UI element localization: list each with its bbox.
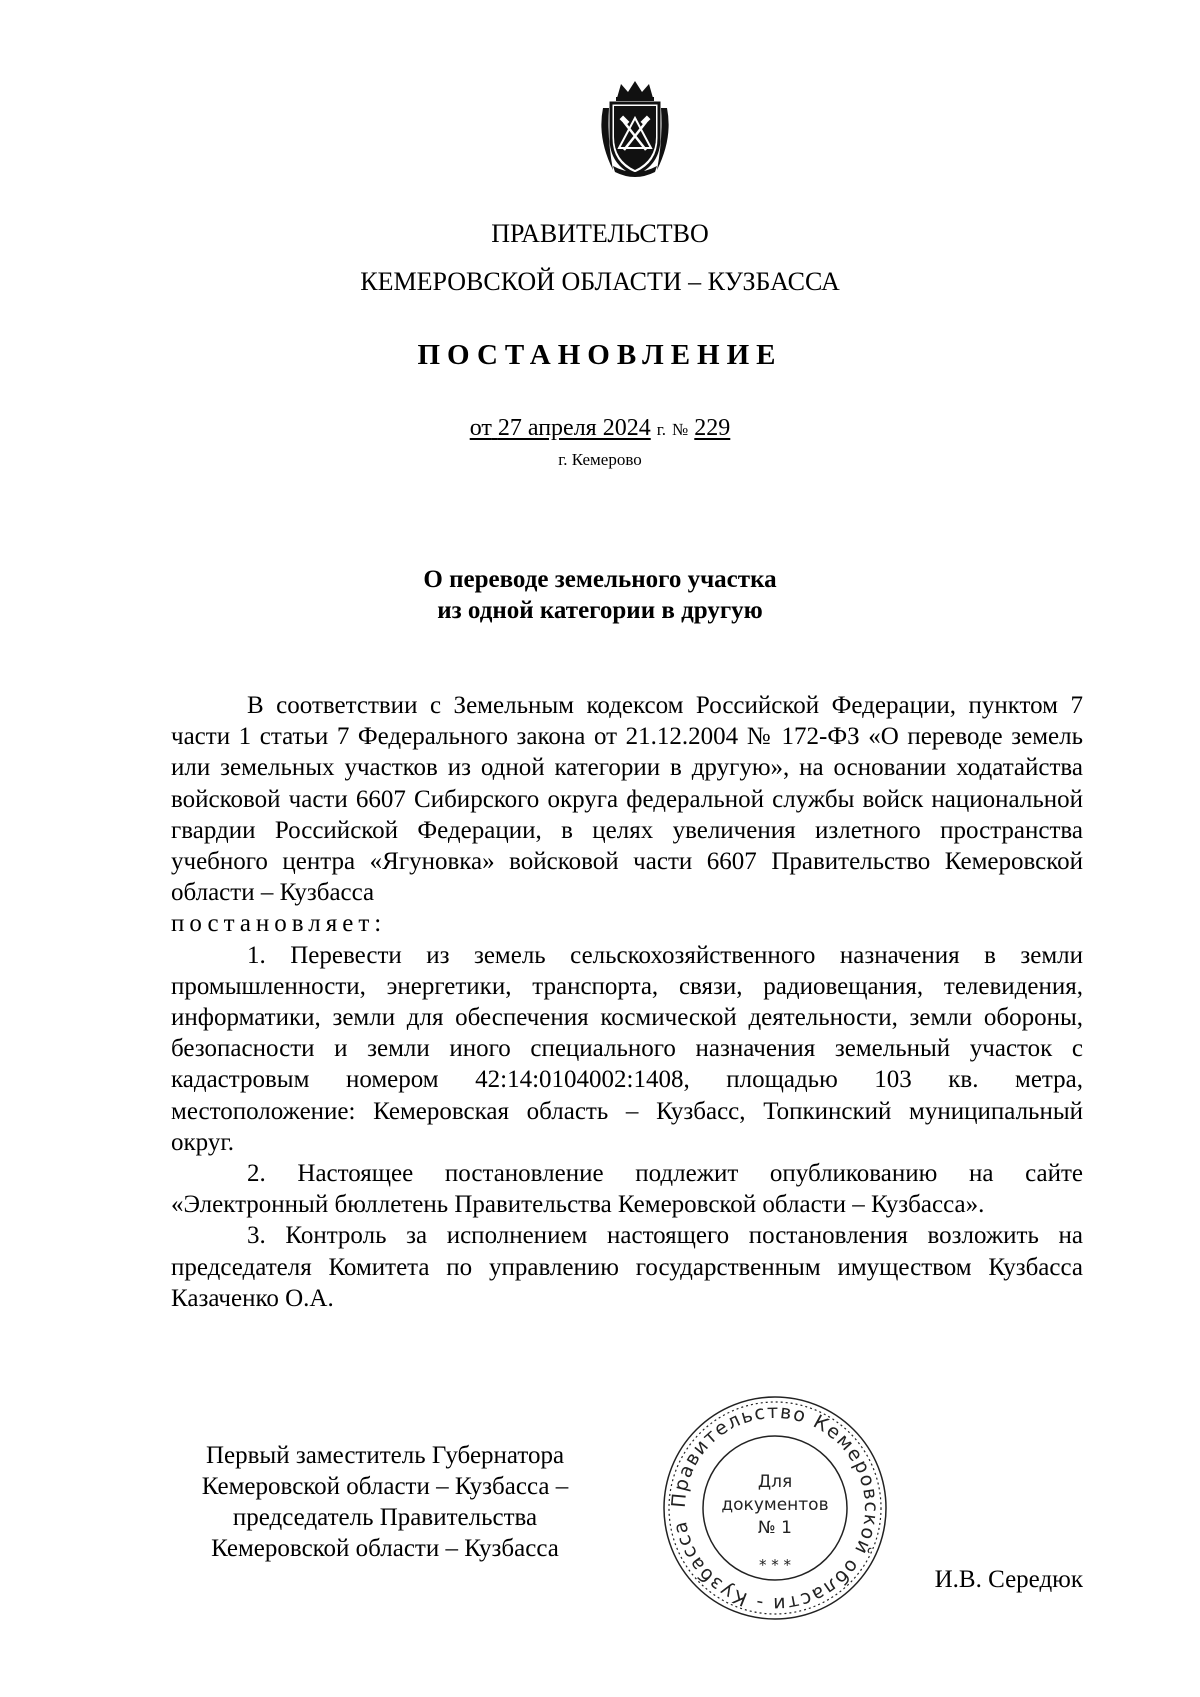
stamp-center-text bbox=[660, 1471, 890, 1577]
resolves-word: постановляет: bbox=[171, 910, 387, 938]
city-line: г. Кемерово bbox=[558, 450, 642, 469]
document-body bbox=[171, 690, 1083, 1314]
signatory-title-line1: Первый заместитель Губернатора bbox=[205, 1442, 565, 1469]
stamp-center-line3: № 1 bbox=[758, 1518, 792, 1538]
preamble-paragraph: В соответствии с Земельным кодексом Российской Федерации, пунктом 7 части 1 статьи 7 Федерального закона от 21.12.2004 № 172-ФЗ «О переводе земель или земельных участков из одной категории в другую», на основании ходатайства войсковой части 6607 Сибирского округа федеральной службы войск национальной гвардии Российской Федерации, в целях увеличения излетного пространства учебного центра «Ягуновка» войсковой части 6607 Правительство Кемеровской области – Кузбасса bbox=[171, 692, 1083, 907]
signatory-title-line2: Кемеровской области – Кузбасса – bbox=[201, 1473, 569, 1500]
date-prefix: от bbox=[469, 415, 492, 441]
signatory-title-line3: председатель Правительства bbox=[232, 1504, 538, 1531]
stamp-center-line2: документов bbox=[721, 1495, 829, 1515]
government-name-line1: ПРАВИТЕЛЬСТВО bbox=[491, 219, 709, 248]
number-sign: № bbox=[672, 420, 689, 439]
signatory-name: И.В. Середюк bbox=[934, 1566, 1083, 1593]
subject-line2: из одной категории в другую bbox=[437, 597, 763, 624]
stamp-stars: * * * bbox=[758, 1556, 792, 1574]
item-2-paragraph: 2. Настоящее постановление подлежит опубликованию на сайте «Электронный бюллетень Правительства Кемеровской области – Кузбасса». bbox=[171, 1160, 1083, 1219]
item-3-paragraph: 3. Контроль за исполнением настоящего постановления возложить на председателя Комитета по управлению государственным имуществом Кузбасса Казаченко О.А. bbox=[171, 1222, 1083, 1312]
coat-of-arms-icon bbox=[595, 78, 675, 178]
document-date: 27 апреля 2024 bbox=[497, 415, 651, 441]
stamp-center-line1: Для bbox=[757, 1472, 793, 1492]
signatory-title-line4: Кемеровской области – Кузбасса bbox=[211, 1535, 559, 1562]
date-number-line bbox=[0, 414, 1200, 444]
document-type-title: ПОСТАНОВЛЕНИЕ bbox=[417, 339, 783, 371]
document-number: 229 bbox=[694, 415, 731, 441]
subject-line1: О переводе земельного участка bbox=[423, 566, 777, 593]
year-suffix: г. bbox=[656, 420, 667, 439]
item-1-paragraph: 1. Перевести из земель сельскохозяйственного назначения в земли промышленности, энергетики, транспорта, связи, радиовещания, телевидения, информатики, земли для обеспечения космической деятельности, земли обороны, безопасности и земли иного специального назначения земельный участок с кадастровым номером 42:14:0104002:1408, площадью 103 кв. метра, местоположение: Кемеровская область – Кузбасс, Топкинский муниципальный округ. bbox=[171, 941, 1083, 1156]
official-stamp bbox=[660, 1393, 890, 1623]
stamp-ring-text: Правительство Кемеровской области - Кузбасса bbox=[667, 1400, 883, 1616]
signatory-title bbox=[170, 1440, 600, 1564]
government-name-line2: КЕМЕРОВСКОЙ ОБЛАСТИ – КУЗБАССА bbox=[360, 267, 840, 296]
